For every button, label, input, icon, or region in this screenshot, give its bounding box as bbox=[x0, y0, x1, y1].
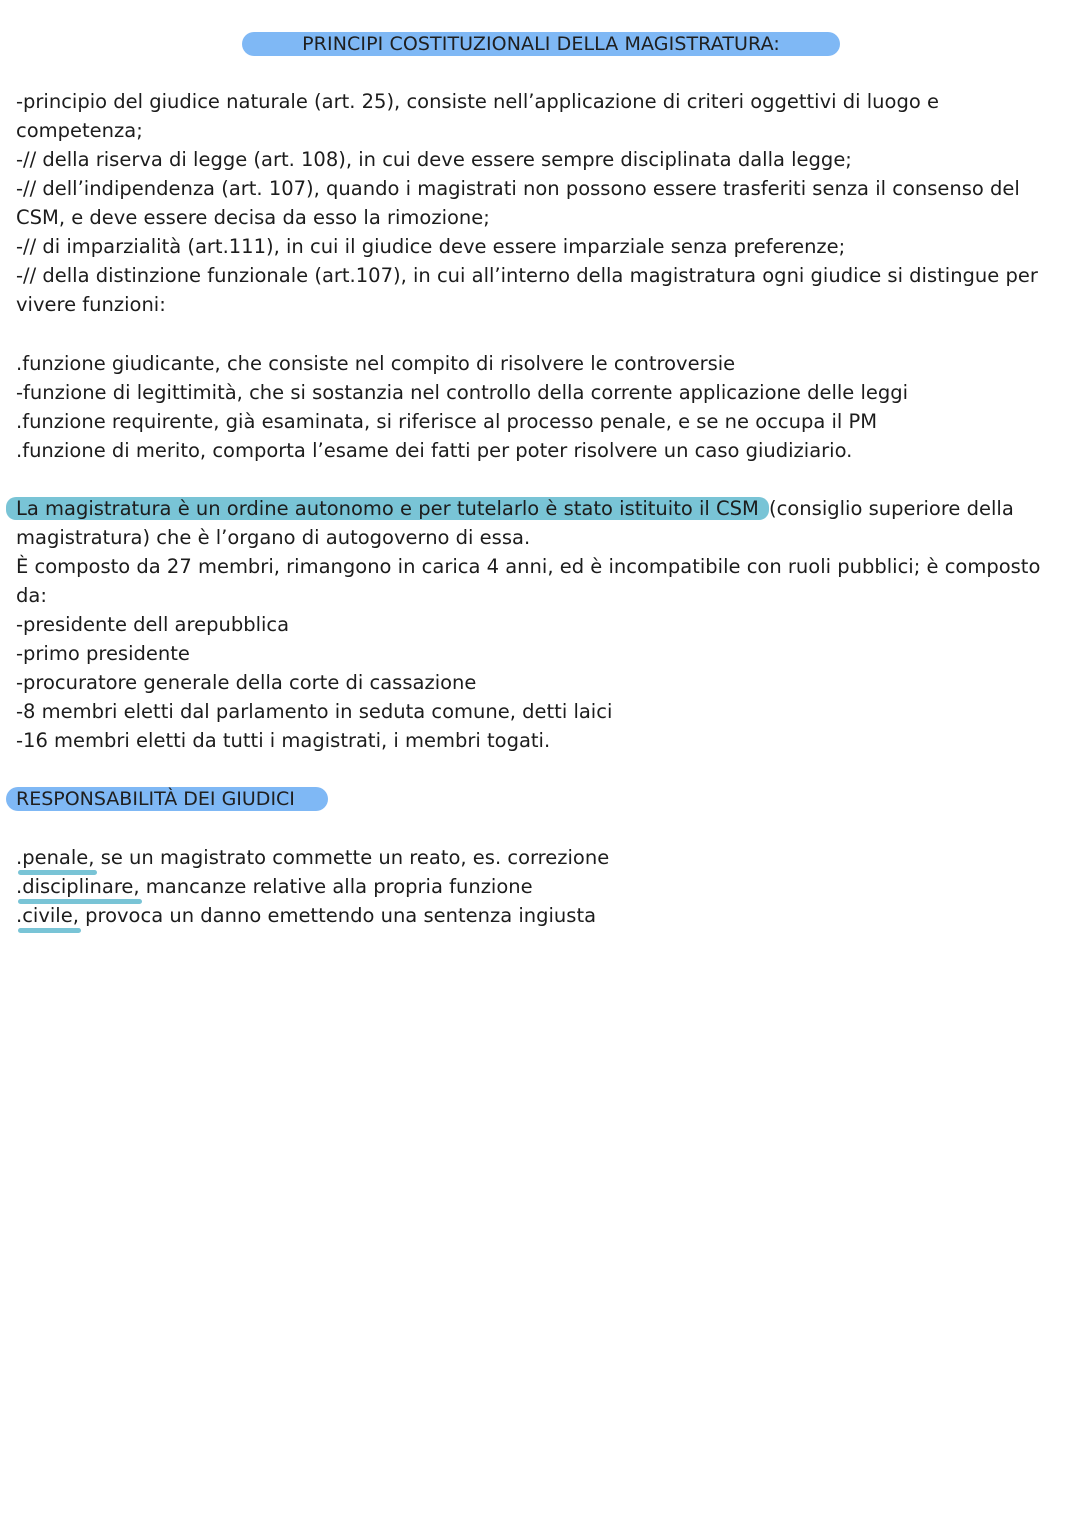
function-line: -funzione di legittimità, che si sostanzia nel controllo della corrente applicazione delle leggi bbox=[16, 381, 909, 404]
responsibility-item bbox=[16, 901, 596, 930]
responsibility-item bbox=[16, 872, 533, 901]
function-line: .funzione requirente, già esaminata, si riferisce al processo penale, e se ne occupa il PM bbox=[16, 410, 878, 433]
csm-member-line: -presidente dell arepubblica bbox=[16, 613, 290, 636]
section-heading-responsibility: RESPONSABILITÀ DEI GIUDICI bbox=[6, 787, 328, 811]
page-title: PRINCIPI COSTITUZIONALI DELLA MAGISTRATURA: bbox=[242, 32, 840, 56]
principle-line: -// della distinzione funzionale (art.107), in cui all’interno della magistratura ogni giudice si distingue per bbox=[16, 264, 1038, 287]
csm-line: È composto da 27 membri, rimangono in carica 4 anni, ed è incompatibile con ruoli pubblici; è composto bbox=[16, 555, 1041, 578]
principle-line: CSM, e deve essere decisa da esso la rimozione; bbox=[16, 206, 490, 229]
principle-line: -// della riserva di legge (art. 108), in cui deve essere sempre disciplinata dalla legge; bbox=[16, 148, 852, 171]
principle-line: -principio del giudice naturale (art. 25), consiste nell’applicazione di criteri oggettivi di luogo e bbox=[16, 90, 939, 113]
principle-line: -// dell’indipendenza (art. 107), quando i magistrati non possono essere trasferiti senza il consenso del bbox=[16, 177, 1020, 200]
responsibility-text: se un magistrato commette un reato, es. correzione bbox=[94, 846, 610, 869]
csm-member-line: -8 membri eletti dal parlamento in seduta comune, detti laici bbox=[16, 700, 613, 723]
csm-intro-line bbox=[16, 494, 1014, 523]
function-line: .funzione giudicante, che consiste nel compito di risolvere le controversie bbox=[16, 352, 736, 375]
principle-line: -// di imparzialità (art.111), in cui il giudice deve essere imparziale senza preferenze; bbox=[16, 235, 846, 258]
responsibility-item bbox=[16, 843, 609, 872]
principle-line: vivere funzioni: bbox=[16, 293, 166, 316]
csm-member-line: -primo presidente bbox=[16, 642, 190, 665]
csm-member-line: -procuratore generale della corte di cassazione bbox=[16, 671, 477, 694]
function-line: .funzione di merito, comporta l’esame dei fatti per poter risolvere un caso giudiziario. bbox=[16, 439, 853, 462]
responsibility-term: .penale, bbox=[16, 843, 95, 872]
responsibility-term: .civile, bbox=[16, 901, 79, 930]
csm-line: da: bbox=[16, 584, 47, 607]
responsibility-text: mancanze relative alla propria funzione bbox=[139, 875, 533, 898]
responsibility-term: .disciplinare, bbox=[16, 872, 140, 901]
responsibility-text: provoca un danno emettendo una sentenza ingiusta bbox=[78, 904, 597, 927]
principle-line: competenza; bbox=[16, 119, 143, 142]
csm-member-line: -16 membri eletti da tutti i magistrati, i membri togati. bbox=[16, 729, 551, 752]
csm-line: magistratura) che è l’organo di autogoverno di essa. bbox=[16, 526, 531, 549]
csm-highlight: La magistratura è un ordine autonomo e per tutelarlo è stato istituito il CSM bbox=[6, 497, 769, 520]
csm-intro-rest: (consiglio superiore della bbox=[769, 497, 1014, 520]
